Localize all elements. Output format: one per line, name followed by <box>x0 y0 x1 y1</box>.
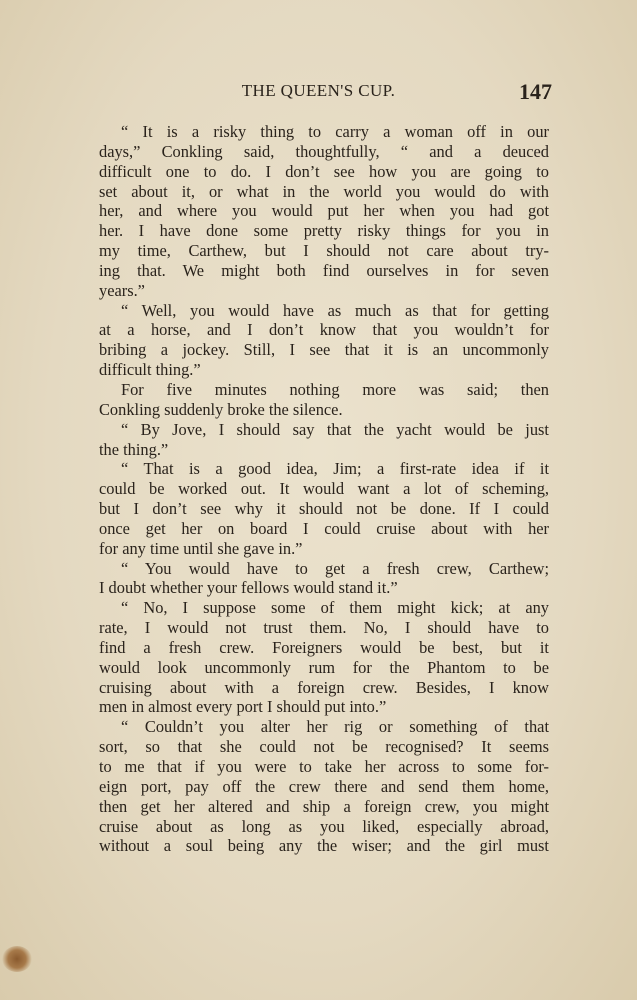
text-line: “ Well, you would have as much as that for getting <box>121 300 549 320</box>
text-line: once get her on board I could cruise about with her <box>99 518 549 538</box>
text-line: years.” <box>99 280 145 300</box>
text-line: find a fresh crew. Foreigners would be best, but it <box>99 637 549 657</box>
paper-stain <box>2 946 32 972</box>
text-line: “ By Jove, I should say that the yacht would be just <box>121 419 549 439</box>
text-line: set about it, or what in the world you would do with <box>99 181 549 201</box>
text-line: to me that if you were to take her across to some for- <box>99 757 549 776</box>
text-line: her. I have done some pretty risky things for you in <box>99 221 549 241</box>
text-line: bribing a jockey. Still, I see that it is an uncommonly <box>99 340 549 360</box>
text-line: For five minutes nothing more was said; then <box>121 379 549 399</box>
text-line: without a soul being any the wiser; and the girl must <box>99 836 549 856</box>
text-line: sort, so that she could not be recognised? It seems <box>99 737 549 757</box>
text-line: Conkling suddenly broke the silence. <box>99 399 343 419</box>
text-line: ing that. We might both find ourselves in for seven <box>99 260 549 280</box>
text-line: “ That is a good idea, Jim; a first-rate idea if it <box>121 459 549 479</box>
text-line: rate, I would not trust them. No, I should have to <box>99 618 549 638</box>
text-line: “ It is a risky thing to carry a woman off in our <box>121 122 549 141</box>
text-line: her, and where you would put her when you had got <box>99 201 549 221</box>
text-line: “ No, I suppose some of them might kick; at any <box>121 598 549 618</box>
body-text <box>99 122 549 856</box>
text-line: “ You would have to get a fresh crew, Carthew; <box>121 558 549 578</box>
text-line: cruise about as long as you liked, especially abroad, <box>99 816 549 836</box>
text-line: at a horse, and I don’t know that you wouldn’t for <box>99 320 549 340</box>
text-line: then get her altered and ship a foreign crew, you might <box>99 796 549 816</box>
text-line: the thing.” <box>99 439 169 459</box>
text-line: my time, Carthew, but I should not care about try- <box>99 241 549 261</box>
text-line: days,” Conkling said, thoughtfully, “ and a deuced <box>99 141 549 161</box>
page-number: 147 <box>519 79 552 104</box>
text-line: difficult thing.” <box>99 360 201 380</box>
text-line: men in almost every port I should put into.” <box>99 697 387 717</box>
text-line: cruising about with a foreign crew. Besides, I know <box>99 677 549 697</box>
text-line: “ Couldn’t you alter her rig or something of that <box>121 717 549 737</box>
text-line: could be worked out. It would want a lot of scheming, <box>99 479 549 499</box>
text-line: I doubt whether your fellows would stand it.” <box>99 578 398 598</box>
text-line: difficult one to do. I don’t see how you are going to <box>99 161 549 181</box>
page-header <box>0 79 637 105</box>
running-head: THE QUEEN'S CUP. <box>241 81 396 100</box>
text-line: would look uncommonly rum for the Phantom to be <box>99 657 549 677</box>
text-line: but I don’t see why it should not be done. If I could <box>99 499 549 519</box>
text-line: eign port, pay off the crew there and send them home, <box>99 776 549 796</box>
text-line: for any time until she gave in.” <box>99 538 303 558</box>
